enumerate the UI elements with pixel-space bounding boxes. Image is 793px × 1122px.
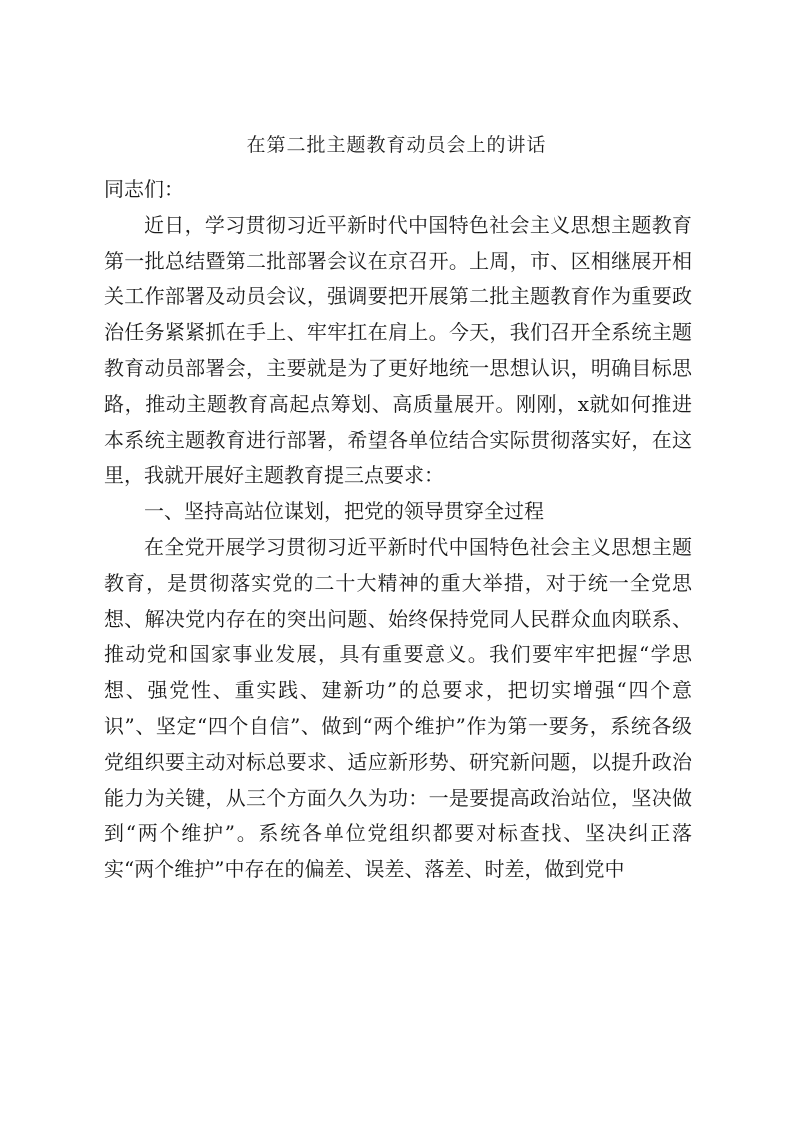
salutation: 同志们： [104, 177, 184, 201]
document-title: 在第二批主题教育动员会上的讲话 [246, 134, 547, 156]
paragraph-intro: 近日，学习贯彻习近平新时代中国特色社会主义思想主题教育第一批总结暨第二批部署会议在京召开。上周，市、区相继展开相关工作部署及动员会议，强调要把开展第二批主题教育作为重要政治任务紧紧抓在手上、牢牢扛在肩上。今天，我们召开全系统主题教育动员部署会，主要就是为了更好地统一思想认识，明确目标思路，推动主题教育高起点筹划、高质量展开。刚刚，x就如何推进本系统主题教育进行部署，希望各单位结合实际贯彻落实好，在这里，我就开展好主题教育提三点要求： [104, 212, 692, 488]
paragraph-section-1: 在全党开展学习贯彻习近平新时代中国特色社会主义思想主题教育，是贯彻落实党的二十大精神的重大举措，对于统一全党思想、解决党内存在的突出问题、始终保持党同人民群众血肉联系、推动党和国家事业发展，具有重要意义。我们要牢牢把握“学思想、强党性、重实践、建新功”的总要求，把切实增强“四个意识”、坚定“四个自信”、做到“两个维护”作为第一要务，系统各级党组织要主动对标总要求、适应新形势、研究新问题，以提升政治能力为关键，从三个方面久久为功：一是要提高政治站位，坚决做到“两个维护”。系统各单位党组织都要对标查找、坚决纠正落实“两个维护”中存在的偏差、误差、落差、时差，做到党中 [104, 534, 692, 882]
document-body [104, 172, 692, 888]
section-heading-1: 一、坚持高站位谋划，把党的领导贯穿全过程 [144, 499, 544, 524]
